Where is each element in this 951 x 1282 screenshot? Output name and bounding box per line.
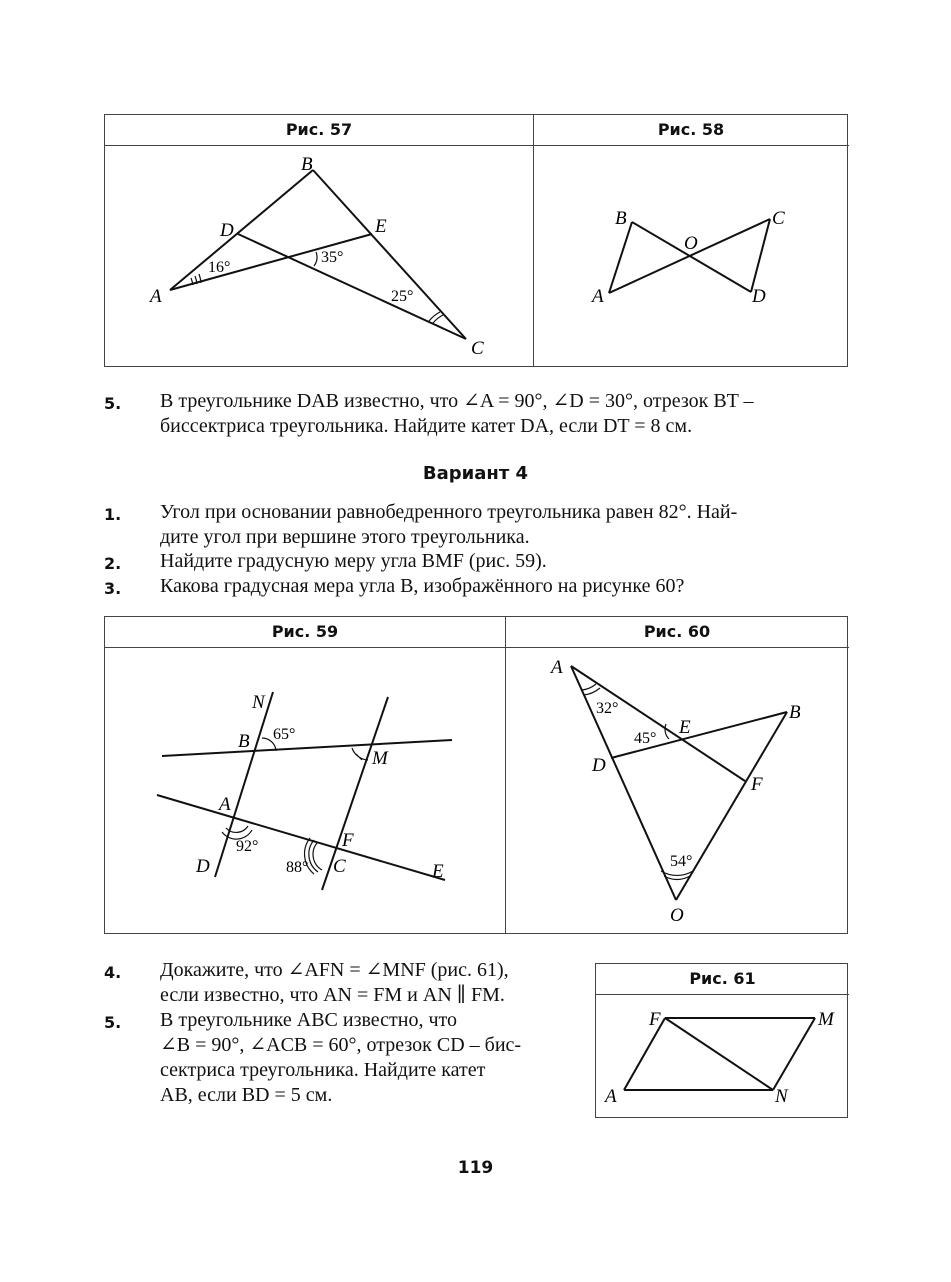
fig59-angle-88: 88° [286, 859, 309, 876]
task-text-line: Какова градусная мера угла B, изображённого на рисунке 60? [160, 575, 685, 597]
fig58-caption: Рис. 58 [533, 115, 849, 146]
page-number: 119 [457, 1158, 494, 1178]
fig60-point-e: E [679, 717, 691, 738]
fig60-angle-54: 54° [670, 853, 693, 870]
task-number: 2. [104, 554, 122, 573]
fig59-angle-92: 92° [236, 838, 259, 855]
task-number: 3. [104, 579, 122, 598]
fig59-point-f: F [342, 830, 354, 851]
task-text-line: сектриса треугольника. Найдите катет [160, 1059, 486, 1081]
fig59-point-d: D [196, 856, 210, 877]
fig58-point-o: O [684, 233, 698, 254]
task-text-line: Угол при основании равнобедренного треугольника равен 82°. Най- [160, 501, 738, 523]
fig60-point-a: A [551, 657, 563, 678]
fig57-point-a: A [150, 286, 162, 307]
task-5-previous [104, 389, 854, 441]
variant-title: Вариант 4 [422, 463, 529, 484]
fig57-point-b: B [301, 154, 313, 175]
task-text-line: ∠B = 90°, ∠ACB = 60°, отрезок CD – бис- [160, 1034, 522, 1056]
fig60-point-o: O [670, 905, 684, 926]
fig61-point-a: A [605, 1086, 617, 1107]
fig57-angle-25: 25° [391, 288, 414, 305]
fig59-point-c: C [333, 856, 346, 877]
fig59-point-b: B [238, 731, 250, 752]
fig58-point-b: B [615, 208, 627, 229]
fig60-angle-45: 45° [634, 730, 657, 747]
fig60-point-b: B [789, 702, 801, 723]
task-text-line: биссектриса треугольника. Найдите катет DA, если DT = 8 см. [160, 415, 693, 437]
figure-61-box [595, 963, 848, 1118]
task-5 [104, 1008, 574, 1108]
fig57-point-d: D [220, 220, 234, 241]
fig60-caption: Рис. 60 [505, 617, 849, 648]
task-number: 5. [104, 394, 122, 413]
task-text-line: Найдите градусную меру угла BMF (рис. 59). [160, 550, 547, 572]
task-number: 4. [104, 963, 122, 982]
table-divider [505, 617, 506, 933]
task-text-line: если известно, что AN = FM и AN ∥ FM. [160, 984, 505, 1006]
fig61-caption: Рис. 61 [596, 964, 849, 995]
fig57-angle-35: 35° [321, 249, 344, 266]
task-text-line: дите угол при вершине этого треугольника. [160, 526, 530, 548]
task-3 [104, 574, 854, 599]
fig59-point-e: E [432, 861, 444, 882]
fig58-point-c: C [772, 208, 785, 229]
fig59-point-m: M [372, 748, 388, 769]
fig60-angle-32: 32° [596, 700, 619, 717]
fig57-angle-16: 16° [208, 259, 231, 276]
figures-table-57-58 [104, 114, 848, 367]
fig61-point-n: N [775, 1086, 788, 1107]
task-1 [104, 500, 854, 550]
fig60-point-d: D [592, 755, 606, 776]
task-4 [104, 958, 574, 1008]
fig57-point-c: C [471, 338, 484, 359]
fig57-caption: Рис. 57 [105, 115, 533, 146]
task-text-line: Докажите, что ∠AFN = ∠MNF (рис. 61), [160, 959, 509, 981]
fig61-point-f: F [649, 1009, 661, 1030]
fig58-point-a: A [592, 286, 604, 307]
figures-table-59-60 [104, 616, 848, 934]
fig59-caption: Рис. 59 [105, 617, 505, 648]
fig57-point-e: E [375, 216, 387, 237]
fig58-point-d: D [752, 286, 766, 307]
fig59-point-a: A [219, 794, 231, 815]
table-divider [533, 115, 534, 366]
task-text-line: В треугольнике DAB известно, что ∠A = 90°, ∠D = 30°, отрезок BT – [160, 390, 754, 412]
task-number: 5. [104, 1013, 122, 1032]
fig59-point-n: N [252, 692, 265, 713]
task-text-line: В треугольнике ABC известно, что [160, 1009, 458, 1031]
fig61-point-m: M [818, 1009, 834, 1030]
fig59-angle-65: 65° [273, 726, 296, 743]
fig60-point-f: F [751, 774, 763, 795]
task-text-line: AB, если BD = 5 см. [160, 1084, 333, 1106]
task-2 [104, 549, 854, 574]
task-number: 1. [104, 505, 122, 524]
